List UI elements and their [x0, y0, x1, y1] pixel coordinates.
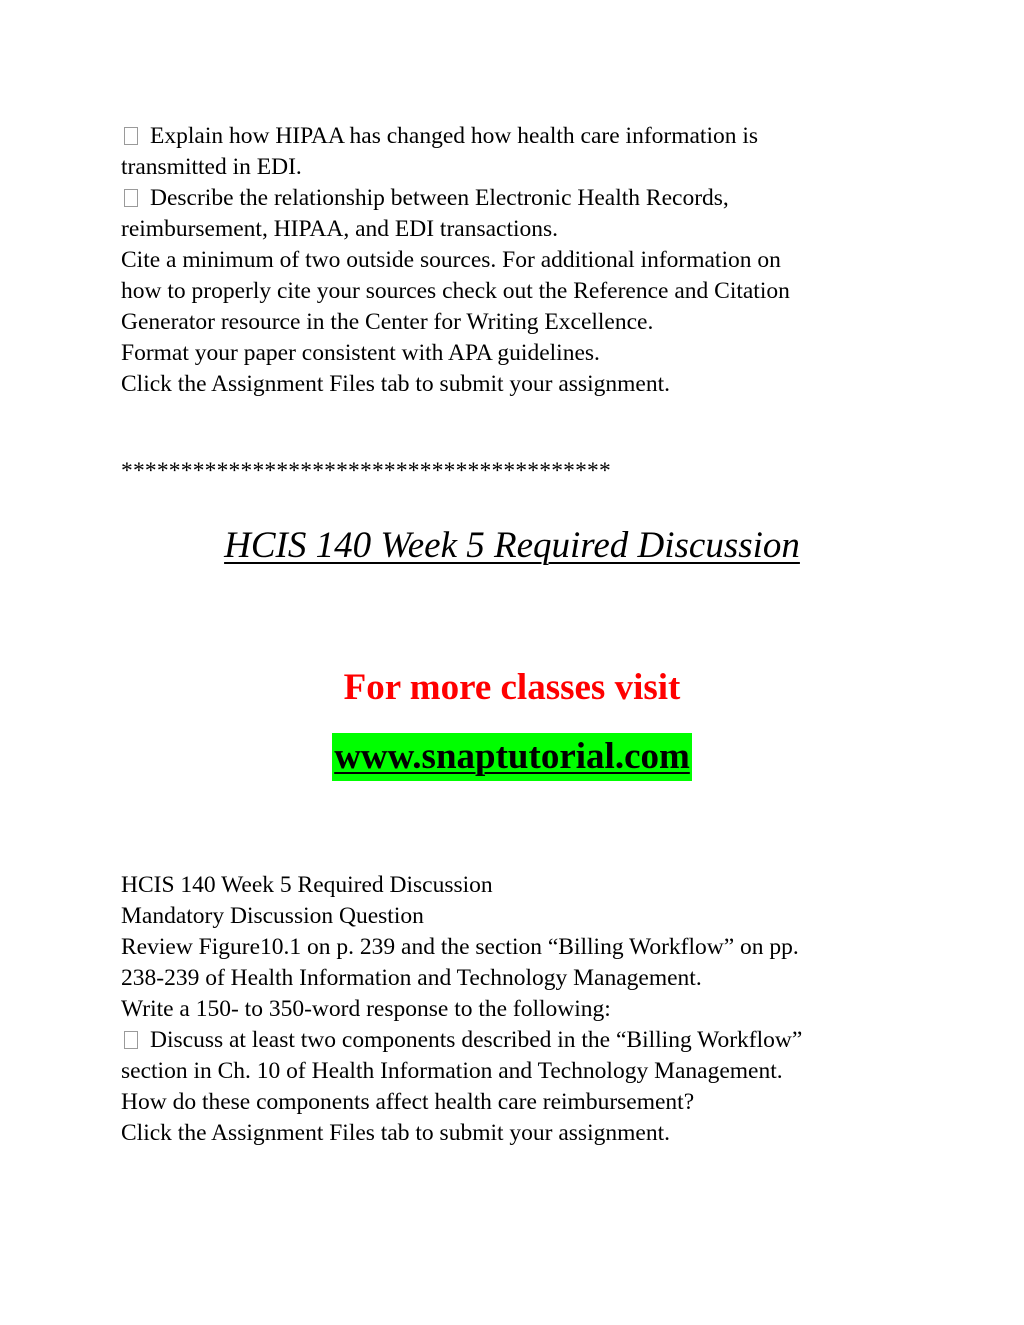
- text-line: transmitted in EDI.: [121, 154, 302, 180]
- discussion-question: [121, 870, 911, 1149]
- bullet-box-icon: [124, 189, 138, 207]
- snaptutorial-link[interactable]: www.snaptutorial.com: [332, 733, 692, 781]
- text-line: Mandatory Discussion Question: [121, 903, 424, 929]
- text-line: Write a 150- to 350-word response to the following:: [121, 996, 611, 1022]
- text-line: HCIS 140 Week 5 Required Discussion: [121, 872, 493, 898]
- text-line: how to properly cite your sources check out the Reference and Citation: [121, 278, 790, 304]
- section-heading: HCIS 140 Week 5 Required Discussion: [224, 525, 800, 566]
- text-line: Review Figure10.1 on p. 239 and the section “Billing Workflow” on pp.: [121, 934, 799, 960]
- text-line: Explain how HIPAA has changed how health care information is: [121, 121, 911, 152]
- text-line: 238-239 of Health Information and Technology Management.: [121, 965, 702, 991]
- bullet-box-icon: [124, 1031, 138, 1049]
- text-line: section in Ch. 10 of Health Information and Technology Management.: [121, 1058, 783, 1084]
- text-line: Cite a minimum of two outside sources. For additional information on: [121, 247, 781, 273]
- text-line: reimbursement, HIPAA, and EDI transactions.: [121, 216, 559, 242]
- text-line: Format your paper consistent with APA guidelines.: [121, 340, 600, 366]
- text-line: Click the Assignment Files tab to submit your assignment.: [121, 1120, 670, 1146]
- text-line: Click the Assignment Files tab to submit your assignment.: [121, 371, 670, 397]
- assignment-instructions: [121, 121, 911, 400]
- text-line: Generator resource in the Center for Writing Excellence.: [121, 309, 654, 335]
- text-line: Describe the relationship between Electronic Health Records,: [121, 183, 911, 214]
- promo-link-container: [0, 733, 1024, 781]
- bullet-box-icon: [124, 127, 138, 145]
- text-line: How do these components affect health care reimbursement?: [121, 1089, 695, 1115]
- text-line: Discuss at least two components described in the “Billing Workflow”: [121, 1025, 911, 1056]
- promo-text: For more classes visit: [343, 667, 681, 708]
- asterisk-separator: *****************************************: [121, 458, 611, 484]
